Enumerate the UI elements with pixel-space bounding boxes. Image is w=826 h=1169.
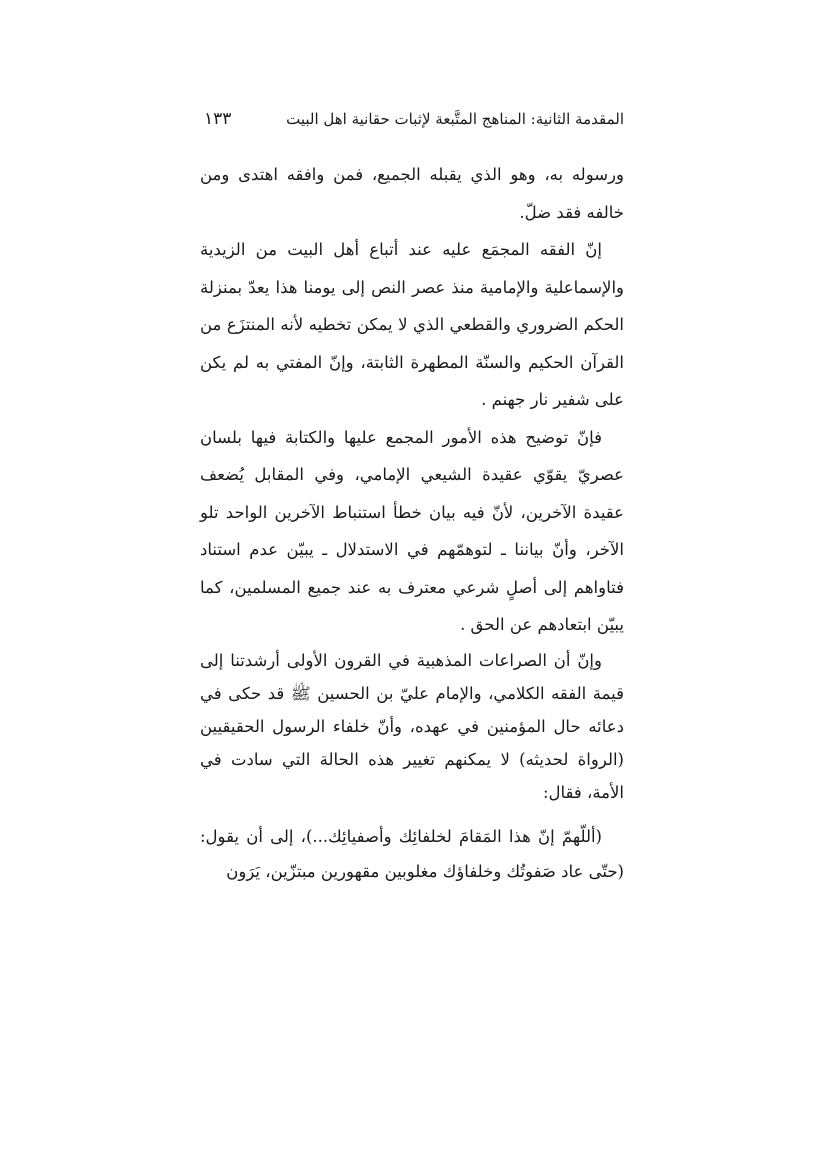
body-paragraph-continuation: ورسوله به، وهو الذي يقبله الجميع، فمن وافقه اهتدى ومن خالفه فقد ضلّ. (200, 165, 624, 222)
body-paragraph-conflicts: وإنّ أن الصراعات المذهبية في القرون الأولى أرشدتنا إلى قيمة الفقه الكلامي، والإمام عليّ بن الحسين ﷺ قد حكى في دعائه حال المؤمنين في عهده، وأنّ خلفاء الرسول الحقيقيين (الرواة لحديثه) لا يمكنهم تغيير هذه الحالة التي سادت في الأمة، فقال: (200, 650, 624, 802)
running-header (204, 104, 624, 134)
body-paragraph-fiqh: إنّ الفقه المجمَع عليه عند أتباع أهل البيت من الزيدية والإسماعلية والإمامية منذ عصر النص إلى يومنا هذا يعدّ بمنزلة الحكم الضروري والقطعي الذي لا يمكن تخطيه لأنه المنتزَع من القرآن الحكيم والسنّة المطهرة الثابتة، وإنّ المفتي به لم يكن على شفير نار جهنم . (200, 240, 624, 409)
body-paragraph-supplication-quote: (أللّهمّ إنّ هذا المَقامَ لخلفائِك وأصفيائِك...)، إلى أن يقول: (حتّى عاد صَفوتُك وخلفاؤك مغلوبين مقهورين مبتزّين، يَرَون (200, 826, 624, 881)
running-title: المقدمة الثانية: المناهج المتَّبعة لإثبات حقانية اهل البيت (286, 110, 624, 128)
page-body (200, 156, 624, 889)
body-paragraph-explanation: فإنّ توضيح هذه الأمور المجمع عليها والكتابة فيها بلسان عصريّ يقوّي عقيدة الشيعي الإمامي، وفي المقابل يُضعف عقيدة الآخرين، لأنّ فيه بيان خطأ استنباط الآخرين الواحد تلو الآخر، وأنّ بياننا ـ لتوهمّهم في الاستدلال ـ يبيّن عدم استناد فتاواهم إلى أصلٍ شرعي معترف به عند جميع المسلمين، كما يبيّن ابتعادهم عن الحق . (200, 427, 624, 634)
page-number: ١٣٣ (204, 109, 232, 129)
